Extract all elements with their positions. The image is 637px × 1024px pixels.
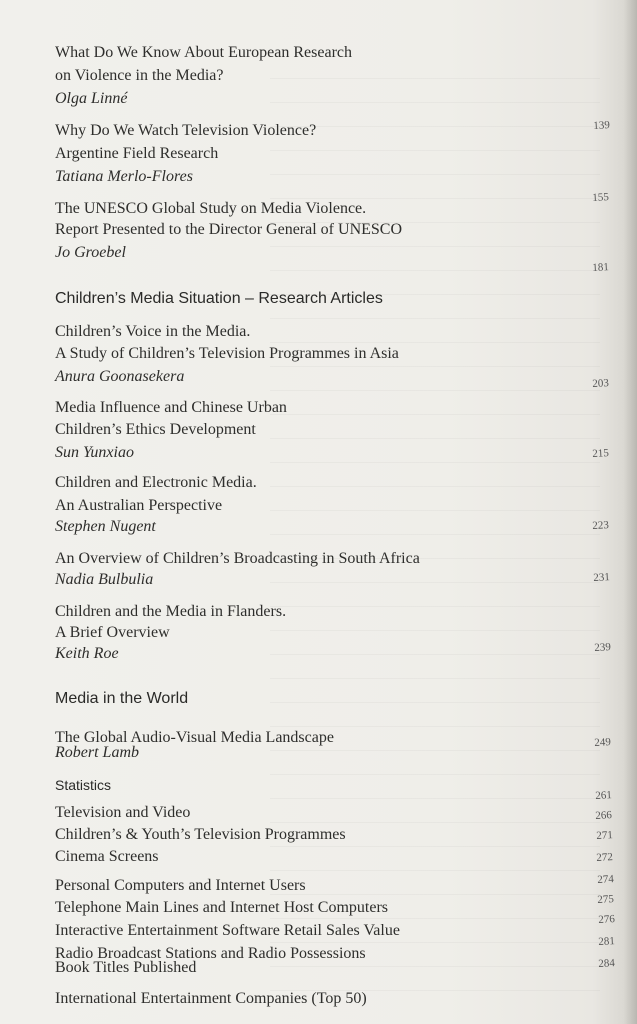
toc-entry-subtitle: on Violence in the Media? [55, 67, 224, 84]
toc-page-number: 275 [597, 893, 615, 906]
toc-entry-title: Children and Electronic Media. [55, 474, 257, 491]
stats-entry: Telephone Main Lines and Internet Host Computers [55, 899, 389, 916]
toc-page-number: 249 [594, 736, 612, 749]
toc-page-number: 139 [593, 119, 611, 132]
toc-entry-subtitle: A Brief Overview [55, 624, 170, 641]
toc-entry-subtitle: A Study of Children’s Television Programmes in Asia [55, 345, 399, 362]
toc-page-number: 261 [595, 789, 613, 802]
toc-page-number: 276 [598, 913, 616, 926]
toc-page-number: 281 [598, 935, 616, 948]
section-heading: Media in the World [55, 690, 189, 707]
toc-entry-subtitle: Children’s Ethics Development [55, 421, 256, 438]
toc-page-number: 223 [592, 519, 610, 532]
toc-entry-title: Children and the Media in Flanders. [55, 603, 287, 620]
toc-entry-title: The UNESCO Global Study on Media Violence. [55, 200, 367, 217]
toc-entry-author: Olga Linné [55, 90, 128, 107]
stats-entry: International Entertainment Companies (Top 50) [55, 990, 367, 1007]
toc-entry-subtitle: Report Presented to the Director General of UNESCO [55, 221, 403, 238]
toc-entry-title: Children’s Voice in the Media. [55, 323, 251, 340]
section-heading: Statistics [55, 777, 112, 793]
toc-entry-title: What Do We Know About European Research [55, 44, 352, 61]
toc-page-number: 181 [592, 261, 610, 274]
stats-entry: Book Titles Published [55, 959, 197, 976]
toc-entry-author: Stephen Nugent [55, 518, 156, 535]
stats-entry: Interactive Entertainment Software Retail Sales Value [55, 922, 400, 939]
stats-entry: Children’s & Youth’s Television Programmes [55, 826, 346, 843]
stats-entry: Radio Broadcast Stations and Radio Possessions [55, 945, 366, 962]
toc-entry-author: Nadia Bulbulia [55, 571, 154, 588]
toc-page-number: 203 [592, 377, 610, 390]
toc-page-number: 284 [598, 957, 616, 970]
toc-entry-author: Jo Groebel [55, 244, 126, 261]
toc-page-number: 215 [592, 447, 610, 460]
toc-page-number: 155 [592, 191, 610, 204]
toc-page-number: 272 [596, 851, 614, 864]
stats-entry: Personal Computers and Internet Users [55, 877, 306, 894]
section-heading: Children’s Media Situation – Research Articles [55, 290, 383, 307]
toc-entry-author: Keith Roe [55, 645, 119, 662]
toc-page-number: 239 [594, 641, 612, 654]
stats-entry: Cinema Screens [55, 848, 159, 865]
toc-entry-author: Sun Yunxiao [55, 444, 134, 461]
stats-entry: Television and Video [55, 804, 191, 821]
toc-entry-author: Anura Goonasekera [55, 368, 185, 385]
toc-entry-title: Media Influence and Chinese Urban [55, 399, 287, 416]
toc-page-number: 274 [597, 873, 615, 886]
toc-page-number: 271 [596, 829, 614, 842]
toc-entry-author: Robert Lamb [55, 744, 139, 761]
toc-entry-subtitle: Argentine Field Research [55, 145, 219, 162]
toc-page-number: 231 [593, 571, 611, 584]
toc-page-number: 266 [595, 809, 613, 822]
toc-entry-author: Tatiana Merlo-Flores [55, 168, 193, 185]
toc-entry-subtitle: An Australian Perspective [55, 497, 223, 514]
toc-entry-title: Why Do We Watch Television Violence? [55, 122, 317, 139]
toc-entry-title: An Overview of Children’s Broadcasting in South Africa [55, 550, 420, 567]
toc-entry-title: The Global Audio-Visual Media Landscape [55, 729, 334, 746]
